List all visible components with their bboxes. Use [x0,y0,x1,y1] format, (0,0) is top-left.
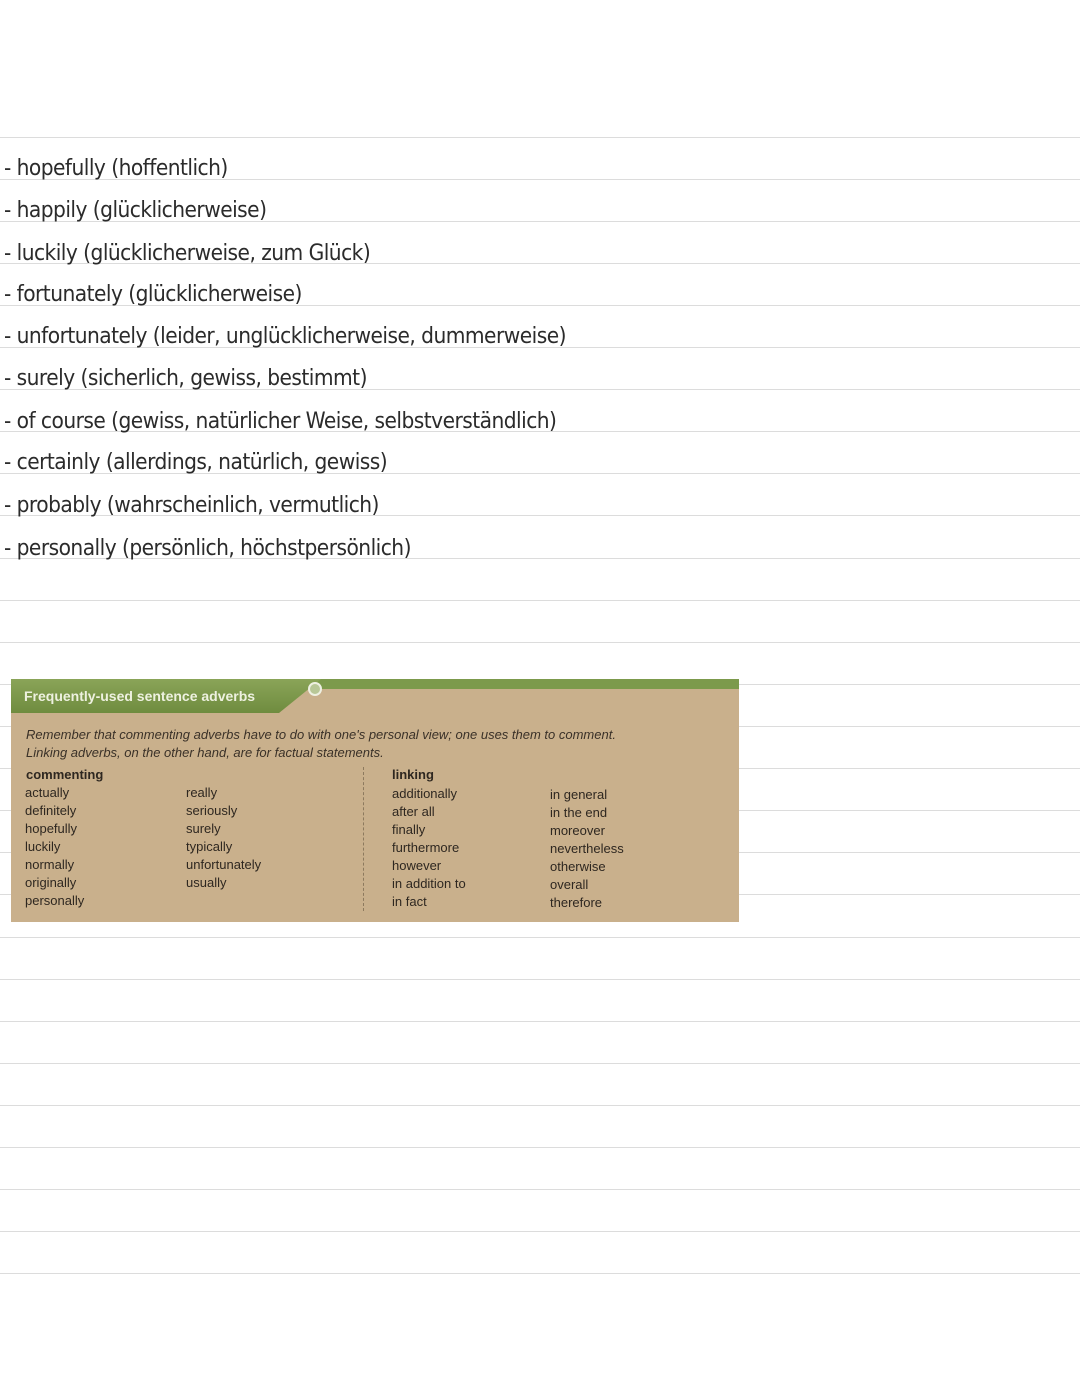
intro-line: Remember that commenting adverbs have to do with one's personal view; one uses them to comment. [26,727,616,742]
note-line: - personally (persönlich, höchstpersönlich) [4,536,411,561]
ruled-line [0,1273,1080,1274]
header-strip [311,679,739,689]
commenting-list-2 [186,784,261,892]
list-item: in fact [392,894,427,909]
ruled-line [0,137,1080,138]
commenting-list-1 [25,784,84,910]
list-item: hopefully [25,821,78,836]
ruled-line [0,600,1080,601]
list-item: definitely [25,803,77,818]
note-line: - probably (wahrscheinlich, vermutlich) [4,493,379,518]
list-item: otherwise [550,859,606,874]
ruled-line [0,642,1080,643]
list-item: unfortunately [186,857,262,872]
list-item: after all [392,804,435,819]
textbook-excerpt [11,679,739,922]
note-line: - hopefully (hoffentlich) [4,156,228,181]
ruled-line [0,1231,1080,1232]
note-line: - fortunately (glücklicherweise) [4,282,302,307]
ruled-line [0,937,1080,938]
list-item: in addition to [392,876,466,891]
ruled-line [0,1147,1080,1148]
ruled-line [0,1021,1080,1022]
intro-line: Linking adverbs, on the other hand, are for factual statements. [26,745,384,760]
list-item: therefore [550,895,603,910]
list-item: nevertheless [550,841,624,856]
list-item: normally [25,857,75,872]
excerpt-title: Frequently-used sentence adverbs [24,688,256,704]
note-line: - luckily (glücklicherweise, zum Glück) [4,241,371,266]
ruled-line [0,1189,1080,1190]
list-item: however [392,858,442,873]
linking-heading: linking [392,767,434,782]
list-item: originally [25,875,77,890]
list-item: additionally [392,786,458,801]
header-knob-icon [308,682,322,696]
ruled-line [0,1105,1080,1106]
note-line: - unfortunately (leider, unglücklicherweise, dummerweise) [4,324,566,349]
list-item: moreover [550,823,605,838]
list-item: in the end [550,805,608,820]
list-item: surely [186,821,221,836]
excerpt-intro [26,726,716,762]
ruled-line [0,1063,1080,1064]
ruled-line [0,979,1080,980]
list-item: overall [550,877,589,892]
commenting-heading: commenting [26,767,104,782]
excerpt-header [11,679,739,713]
list-item: really [186,785,218,800]
list-item: typically [186,839,233,854]
list-item: in general [550,787,608,802]
note-line: - happily (glücklicherweise) [4,198,267,223]
linking-list-1 [392,785,466,911]
note-line: - certainly (allerdings, natürlich, gewiss) [4,450,388,475]
list-item: personally [25,893,85,908]
column-divider [363,767,364,911]
list-item: luckily [25,839,61,854]
list-item: usually [186,875,227,890]
list-item: seriously [186,803,238,818]
note-line: - surely (sicherlich, gewiss, bestimmt) [4,366,367,391]
note-line: - of course (gewiss, natürlicher Weise, selbstverständlich) [4,409,557,434]
list-item: furthermore [392,840,460,855]
list-item: actually [25,785,70,800]
linking-list-2 [550,786,624,912]
list-item: finally [392,822,426,837]
